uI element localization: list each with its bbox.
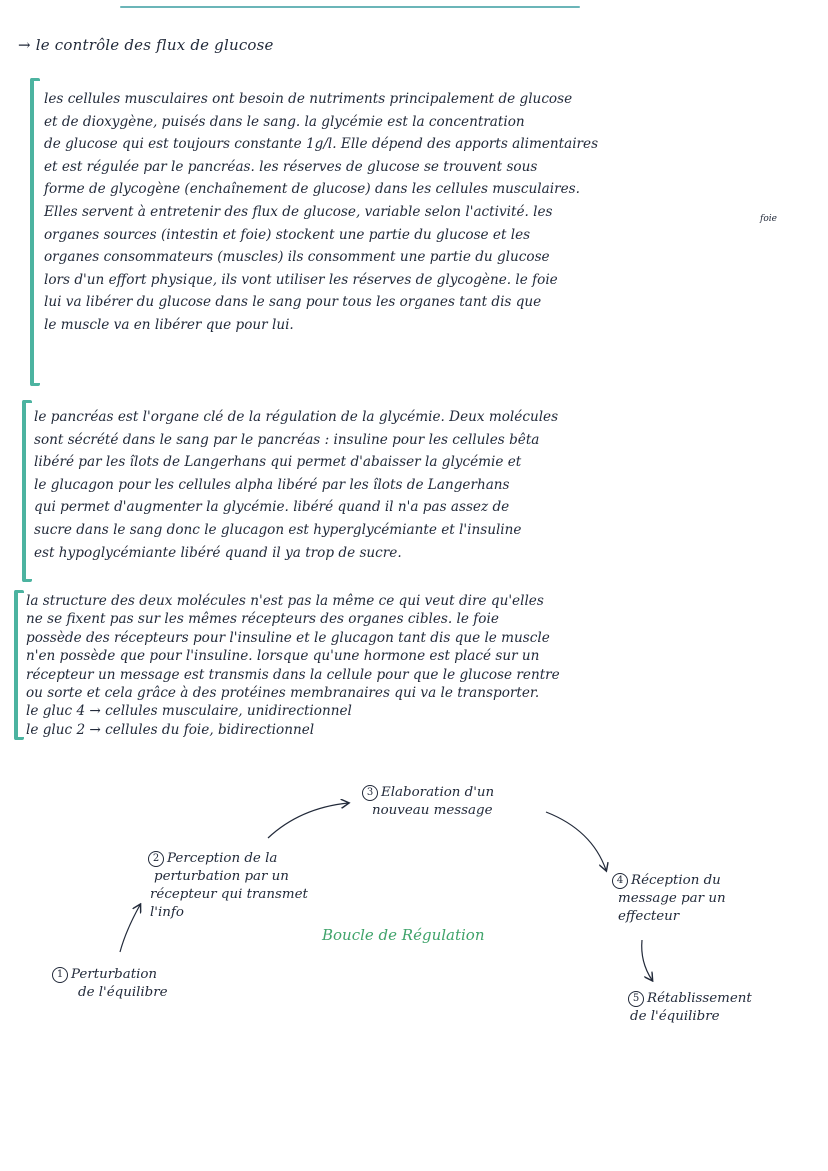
text-line: organes sources (intestin et foie) stockent une partie du glucose et les — [44, 226, 531, 243]
node-text: Perception de la — [167, 851, 278, 866]
text-line: Elles servent à entretenir des flux de glucose, variable selon l'activité. les — [44, 203, 553, 220]
node-text: message par un — [618, 891, 726, 906]
step-number: 1 — [52, 967, 68, 983]
diagram-node-4 — [612, 872, 726, 926]
text-line: ou sorte et cela grâce à des protéines membranaires qui va le transporter. — [26, 685, 540, 702]
text-line: sucre dans le sang donc le glucagon est hyperglycémiante et l'insuline — [34, 521, 522, 538]
node-text: de l'équilibre — [78, 985, 168, 1000]
node-text: de l'équilibre — [630, 1009, 720, 1024]
text-line: ne se fixent pas sur les mêmes récepteurs des organes cibles. le foie — [26, 611, 499, 628]
text-line: est hypoglycémiante libéré quand il ya trop de sucre. — [34, 544, 402, 561]
text-line: le pancréas est l'organe clé de la régulation de la glycémie. Deux molécules — [34, 409, 559, 425]
arrow-4-to-5 — [642, 940, 652, 980]
text-line: possède des récepteurs pour l'insuline et le glucagon tant dis que le muscle — [26, 629, 550, 646]
diagram-node-1 — [52, 966, 168, 1002]
text-line: de glucose qui est toujours constante 1g/l. Elle dépend des apports alimentaires — [44, 136, 599, 153]
diagram-node-3 — [362, 784, 494, 820]
arrow-3-to-4 — [546, 812, 606, 870]
arrow-2-to-3 — [268, 803, 348, 838]
node-text: effecteur — [618, 909, 680, 924]
node-text: Réception du — [631, 873, 721, 888]
text-line: lui va libérer du glucose dans le sang pour tous les organes tant dis que — [44, 294, 542, 311]
text-line: les cellules musculaires ont besoin de nutriments principalement de glucose — [44, 91, 573, 107]
text-line: la structure des deux molécules n'est pas la même ce qui veut dire qu'elles — [26, 593, 544, 609]
diagram-node-5 — [628, 990, 752, 1026]
text-line: qui permet d'augmenter la glycémie. libéré quand il n'a pas assez de — [34, 499, 510, 516]
page-title: → le contrôle des flux de glucose — [18, 36, 274, 54]
node-text: l'info — [150, 905, 184, 920]
text-line: le glucagon pour les cellules alpha libéré par les îlots de Langerhans — [34, 476, 510, 493]
text-line: organes consommateurs (muscles) ils consomment une partie du glucose — [44, 249, 550, 266]
step-number: 4 — [612, 873, 628, 889]
step-number: 5 — [628, 991, 644, 1007]
node-text: perturbation par un — [154, 869, 289, 884]
foie-annotation: foie — [760, 214, 777, 224]
node-text: récepteur qui transmet — [150, 887, 308, 902]
text-line: lors d'un effort physique, ils vont utiliser les réserves de glycogène. le foie — [44, 271, 558, 288]
text-line: n'en possède que pour l'insuline. lorsque qu'une hormone est placé sur un — [26, 648, 540, 665]
text-line: libéré par les îlots de Langerhans qui permet d'abaisser la glycémie et — [34, 454, 522, 471]
text-line: récepteur un message est transmis dans la cellule pour que le glucose rentre — [26, 666, 560, 683]
text-line: et est régulée par le pancréas. les réserves de glucose se trouvent sous — [44, 158, 538, 175]
step-number: 3 — [362, 785, 378, 801]
node-text: Elaboration d'un — [381, 785, 495, 800]
text-line: le gluc 2 → cellules du foie, bidirectionnel — [26, 721, 315, 738]
node-text: nouveau message — [372, 803, 493, 818]
diagram-node-2 — [148, 850, 308, 922]
text-line: forme de glycogène (enchaînement de glucose) dans les cellules musculaires. — [44, 181, 580, 198]
text-line: le gluc 4 → cellules musculaire, unidirectionnel — [26, 703, 352, 720]
diagram-center-label: Boucle de Régulation — [322, 926, 485, 944]
arrow-1-to-2 — [120, 905, 140, 952]
text-line: sont sécrété dans le sang par le pancréas : insuline pour les cellules bêta — [34, 431, 540, 448]
text-line: le muscle va en libérer que pour lui. — [44, 316, 294, 333]
node-text: Rétablissement — [647, 991, 752, 1006]
node-text: Perturbation — [71, 967, 158, 982]
text-line: et de dioxygène, puisés dans le sang. la glycémie est la concentration — [44, 113, 525, 130]
step-number: 2 — [148, 851, 164, 867]
